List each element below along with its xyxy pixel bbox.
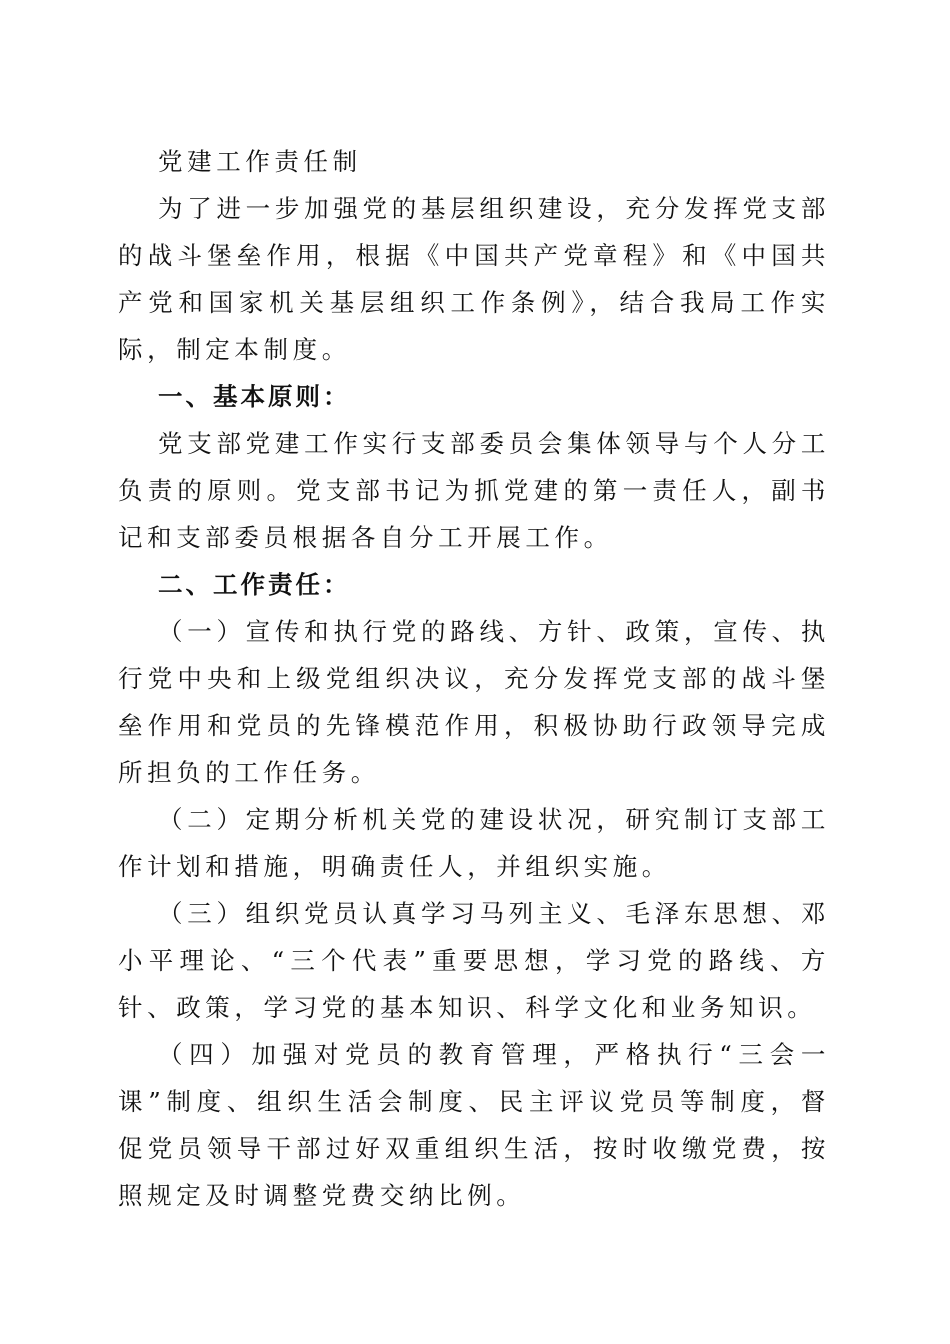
principles-paragraph: 党支部党建工作实行支部委员会集体领导与个人分工负责的原则。党支部书记为抓党建的第一责任人，副书记和支部委员根据各自分工开展工作。 [118,429,830,552]
responsibility-item-2: （二）定期分析机关党的建设状况，研究制订支部工作计划和措施，明确责任人，并组织实施。 [118,805,830,881]
document-body [118,138,830,1219]
section-heading-responsibilities: 二、工作责任： [158,570,351,599]
responsibility-item-1: （一）宣传和执行党的路线、方针、政策，宣传、执行党中央和上级党组织决议，充分发挥党支部的战斗堡垒作用和党员的先锋模范作用，积极协助行政领导完成所担负的工作任务。 [118,617,830,787]
responsibility-item-4: （四）加强对党员的教育管理，严格执行“三会一课”制度、组织生活会制度、民主评议党员等制度，督促党员领导干部过好双重组织生活，按时收缴党费，按照规定及时调整党费交纳比例。 [118,1040,830,1210]
document-title: 党建工作责任制 [158,147,362,176]
intro-paragraph: 为了进一步加强党的基层组织建设，充分发挥党支部的战斗堡垒作用，根据《中国共产党章程》和《中国共产党和国家机关基层组织工作条例》，结合我局工作实际，制定本制度。 [118,194,830,364]
responsibility-item-3: （三）组织党员认真学习马列主义、毛泽东思想、邓小平理论、“三个代表”重要思想，学习党的路线、方针、政策，学习党的基本知识、科学文化和业务知识。 [118,899,830,1022]
section-heading-principles: 一、基本原则： [158,382,351,411]
